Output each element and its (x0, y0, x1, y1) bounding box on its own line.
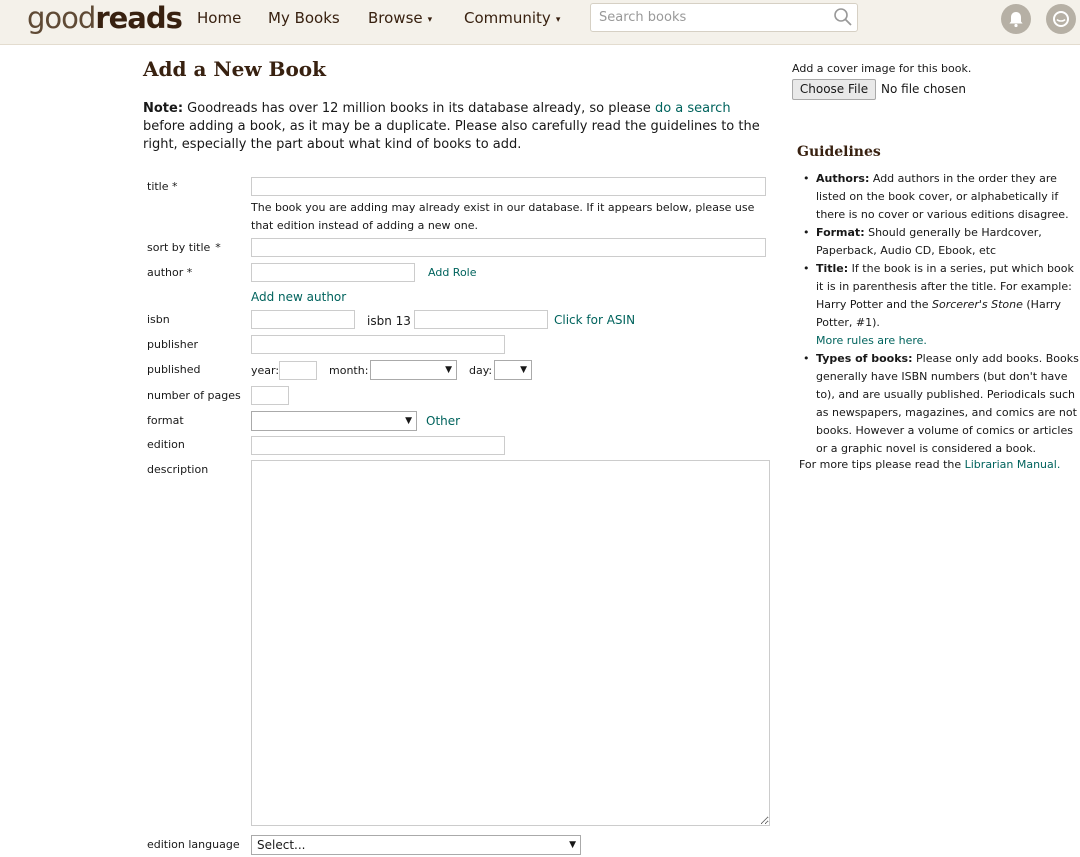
description-label: description (147, 463, 209, 476)
guidelines-list (800, 170, 1080, 458)
more-rules-link[interactable]: More rules are here. (816, 334, 927, 347)
guideline-text-2: (Harry Potter, #1). (816, 298, 1062, 329)
isbn-label: isbn (147, 313, 170, 326)
guideline-text: Please only add books. Books generally have ISBN numbers (but don't have to), and are usually published. Periodicals such as newspapers, magazines, and comics are not books. However a volume of comics or articles or a graphic novel is considered a book. (816, 352, 1079, 455)
pages-label: number of pages (147, 389, 241, 402)
guideline-term: Types of books: (816, 352, 913, 365)
tips-text (799, 458, 1060, 471)
nav-community-label: Community (464, 9, 551, 27)
nav-home[interactable]: Home (197, 9, 242, 27)
dropdown-arrow-icon: ▼ (569, 840, 576, 850)
note-paragraph (143, 100, 775, 154)
no-file-chosen-text: No file chosen (881, 82, 967, 96)
published-label: published (147, 363, 201, 376)
title-hint: The book you are adding may already exist in our database. If it appears below, please use that edition instead of adding a new one. (251, 201, 755, 232)
goodreads-logo[interactable] (27, 0, 182, 40)
note-text-2: before adding a book, as it may be a duplicate. Please also carefully read the guidelines to the right, especially the part about what kind of books to add. (143, 119, 760, 152)
search-box (590, 3, 858, 32)
search-input[interactable] (591, 4, 843, 31)
month-label: month: (329, 364, 369, 377)
add-role-link[interactable]: Add Role (428, 266, 477, 279)
sort-title-input[interactable] (251, 238, 766, 257)
guideline-term: Format: (816, 226, 865, 239)
cover-image-label: Add a cover image for this book. (792, 62, 972, 75)
language-label: edition language (147, 838, 240, 851)
guideline-term: Authors: (816, 172, 870, 185)
chevron-down-icon: ▾ (427, 15, 433, 25)
librarian-manual-link[interactable]: Librarian Manual. (964, 458, 1061, 471)
choose-file-button[interactable]: Choose File (792, 79, 876, 100)
notifications-icon[interactable] (1001, 4, 1031, 34)
asin-link[interactable]: Click for ASIN (554, 313, 636, 327)
search-icon[interactable] (833, 7, 853, 27)
edition-input[interactable] (251, 436, 505, 455)
guideline-item (800, 170, 1080, 224)
guideline-term: Title: (816, 262, 849, 275)
day-select[interactable] (494, 360, 532, 380)
isbn-input[interactable] (251, 310, 355, 329)
pages-input[interactable] (251, 386, 289, 405)
site-header (0, 0, 1080, 45)
guideline-text: Add authors in the order they are listed on the book cover, or alphabetically if there is no cover or various editions disagree. (816, 172, 1069, 221)
page-title: Add a New Book (143, 57, 326, 81)
nav-community[interactable] (464, 9, 560, 29)
nav-my-books[interactable]: My Books (268, 9, 340, 27)
dropdown-arrow-icon: ▼ (520, 365, 527, 375)
publisher-input[interactable] (251, 335, 505, 354)
required-marker: * (215, 241, 221, 254)
guideline-text: If the book is in a series, put which book it is in parenthesis after the title. For example: Harry Potter and the (816, 262, 1074, 311)
guideline-italic: Sorcerer's Stone (932, 298, 1023, 311)
author-input[interactable] (251, 263, 415, 282)
year-input[interactable] (279, 361, 317, 380)
guidelines-title: Guidelines (797, 144, 881, 160)
edition-label: edition (147, 438, 185, 451)
author-label: author * (147, 266, 193, 279)
messages-icon[interactable] (1046, 4, 1076, 34)
chevron-down-icon: ▾ (555, 15, 561, 25)
isbn13-input[interactable] (414, 310, 548, 329)
language-select[interactable] (251, 835, 581, 855)
language-select-value: Select... (257, 838, 306, 852)
dropdown-arrow-icon: ▼ (405, 416, 412, 426)
tips-label: For more tips please read the (799, 458, 965, 471)
title-label: title * (147, 180, 178, 193)
dropdown-arrow-icon: ▼ (445, 365, 452, 375)
nav-browse-label: Browse (368, 9, 423, 27)
guideline-item (800, 260, 1080, 350)
sort-title-text: sort by title (147, 241, 211, 254)
isbn13-label: isbn 13 (367, 314, 411, 328)
logo-bold-text: reads (95, 1, 182, 35)
add-new-author-link[interactable]: Add new author (251, 290, 347, 304)
note-text-1: Goodreads has over 12 million books in its database already, so please (183, 101, 655, 116)
description-textarea[interactable] (251, 460, 770, 826)
guideline-text: Should generally be Hardcover, Paperback, Audio CD, Ebook, etc (816, 226, 1042, 257)
logo-light-text: good (27, 1, 96, 35)
format-select[interactable] (251, 411, 417, 431)
sort-title-label (147, 241, 221, 255)
format-label: format (147, 414, 184, 427)
day-label: day: (469, 364, 493, 377)
format-other-link[interactable]: Other (426, 414, 461, 428)
guideline-item (800, 350, 1080, 458)
publisher-label: publisher (147, 338, 199, 351)
nav-browse[interactable] (368, 9, 432, 29)
year-label: year: (251, 364, 280, 377)
title-input[interactable] (251, 177, 766, 196)
guideline-item (800, 224, 1080, 260)
note-label: Note: (143, 101, 184, 116)
search-link[interactable]: do a search (654, 101, 731, 116)
month-select[interactable] (370, 360, 457, 380)
